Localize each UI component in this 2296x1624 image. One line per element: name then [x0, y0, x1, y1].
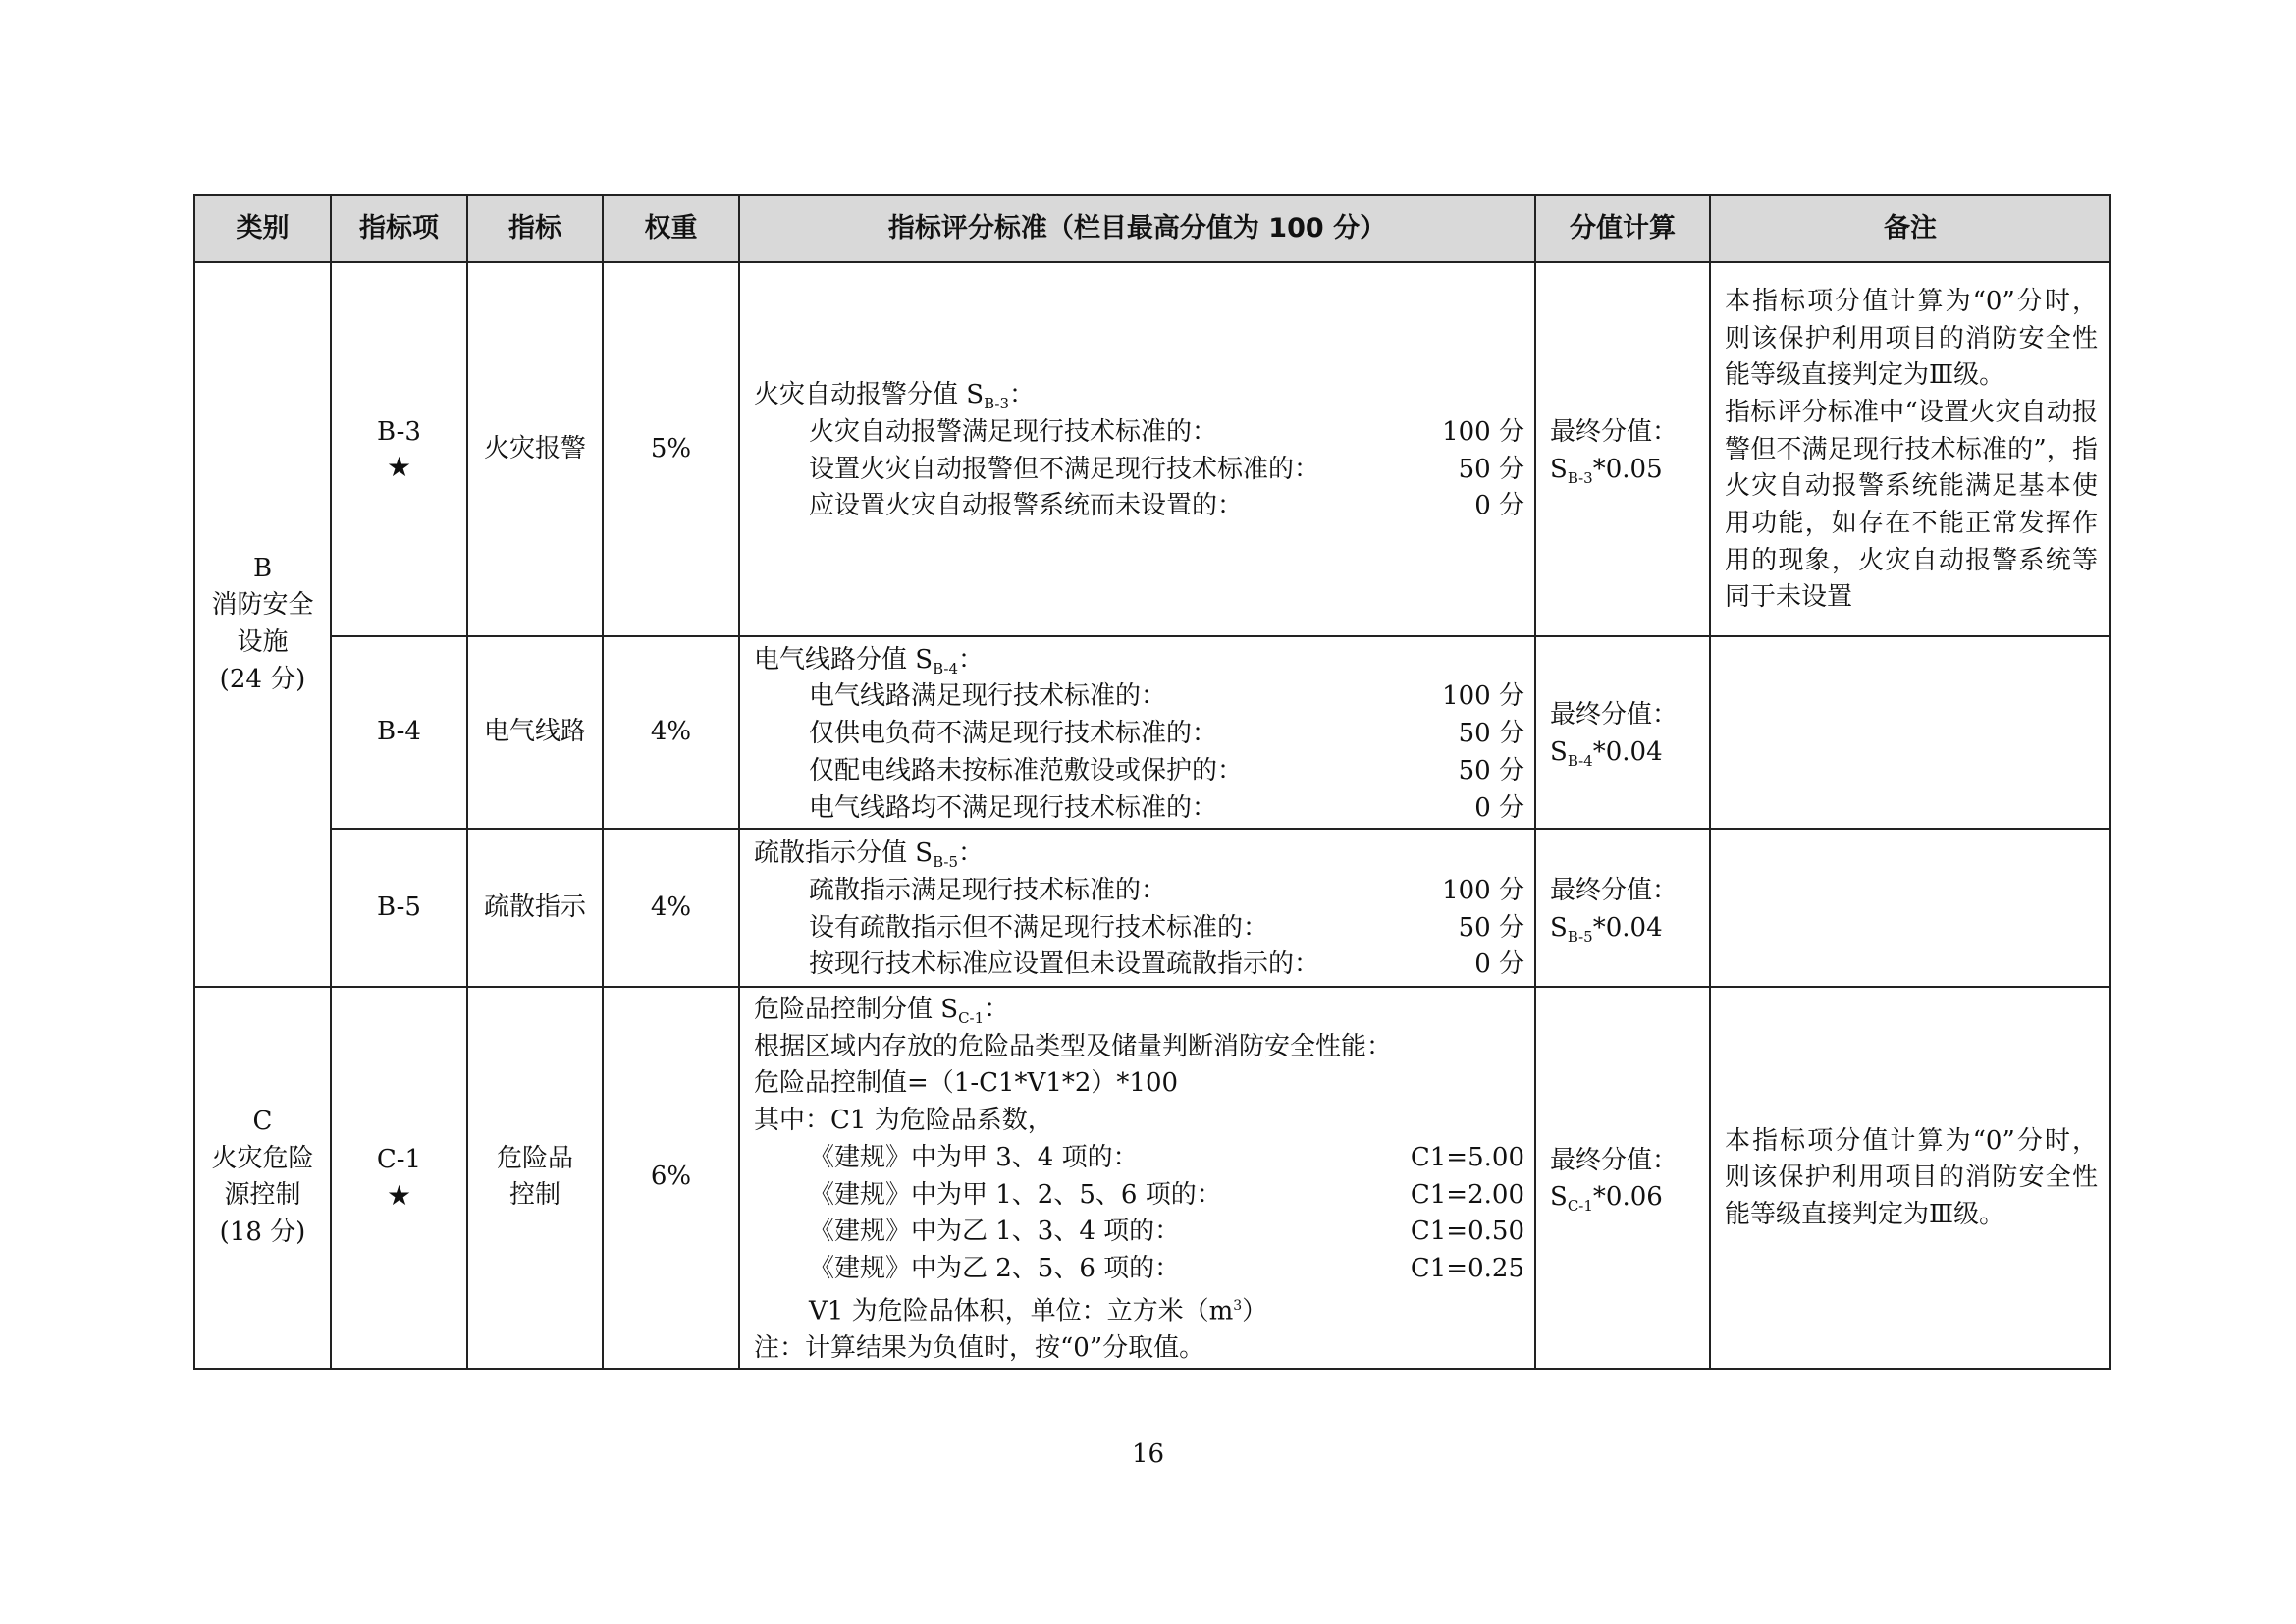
table-row-b4	[194, 636, 2110, 829]
coefficient-line: 《建规》中为甲 3、4 项的： C1=5.00	[809, 1142, 1524, 1172]
indicator-cell: 疏散指示	[467, 829, 603, 987]
criteria-line: 按现行技术标准应设置但未设置疏散指示的： 0 分	[809, 949, 1524, 980]
indicator-cell: 火灾报警	[467, 262, 603, 636]
star-icon: ★	[386, 451, 412, 484]
remark-cell	[1710, 987, 2110, 1369]
category-name: 源控制	[224, 1180, 301, 1211]
item-cell: B-5	[331, 829, 467, 987]
criteria-title: 电气线路分值 $S_{B-4}$：	[754, 644, 985, 677]
category-points: (24 分)	[219, 664, 306, 694]
remark-text: 本指标项分值计算为“0”分时，则该保护利用项目的消防安全性能等级直接判定为Ⅲ级。	[1725, 286, 2098, 391]
criteria-text: 根据区域内存放的危险品类型及储量判断消防安全性能：	[754, 1031, 1393, 1061]
criteria-text: 其中：C1 为危险品系数，	[754, 1106, 1053, 1136]
item-cell	[331, 987, 467, 1369]
remark-text: 指标评分标准中“设置火灾自动报警但不满足现行技术标准的”，指火灾自动报警系统能满足基本使用功能，如存在不能正常发挥作用的现象，火灾自动报警系统等同于未设置	[1725, 397, 2098, 613]
star-icon: ★	[386, 1179, 412, 1213]
criteria-line: 电气线路满足现行技术标准的： 100 分	[809, 681, 1524, 712]
weight-cell: 5%	[603, 262, 739, 636]
final-score-formula: $S_{B-5}*0.04$	[1550, 912, 1663, 946]
criteria-cell	[739, 829, 1535, 987]
table-row-c1	[194, 987, 2110, 1369]
header-category: 类别	[194, 195, 331, 262]
item-cell: B-4	[331, 636, 467, 829]
remark-cell	[1710, 636, 2110, 829]
indicator-cell: 危险品 控制	[467, 987, 603, 1369]
header-remark: 备注	[1710, 195, 2110, 262]
criteria-cell	[739, 262, 1535, 636]
criteria-line: 设有疏散指示但不满足现行技术标准的： 50 分	[809, 912, 1524, 943]
criteria-cell	[739, 987, 1535, 1369]
table-row-b3	[194, 262, 2110, 636]
final-score-cell	[1535, 636, 1710, 829]
coefficient-line: 《建规》中为甲 1、2、5、6 项的： C1=2.00	[809, 1179, 1524, 1210]
indicator-cell: 电气线路	[467, 636, 603, 829]
criteria-formula: 危险品控制值=（1-C1*V1*2）*100	[754, 1068, 1179, 1099]
item-code: B-3	[377, 416, 421, 447]
remark-text: 本指标项分值计算为“0”分时，则该保护利用项目的消防安全性能等级直接判定为Ⅲ级。	[1725, 1125, 2098, 1230]
header-row	[194, 195, 2110, 262]
header-indicator: 指标	[467, 195, 603, 262]
category-cell-c	[194, 987, 331, 1369]
final-score-label: 最终分值：	[1550, 416, 1679, 447]
criteria-line: 火灾自动报警满足现行技术标准的： 100 分	[809, 416, 1524, 447]
header-criteria: 指标评分标准（栏目最高分值为 100 分）	[739, 195, 1535, 262]
header-weight: 权重	[603, 195, 739, 262]
final-score-cell	[1535, 262, 1710, 636]
header-score-calc: 分值计算	[1535, 195, 1710, 262]
final-score-formula: $S_{C-1}*0.06$	[1550, 1182, 1663, 1216]
criteria-line: 设置火灾自动报警但不满足现行技术标准的： 50 分	[809, 454, 1524, 484]
criteria-line: 仅配电线路未按标准范敷设或保护的： 50 分	[809, 755, 1524, 785]
item-cell	[331, 262, 467, 636]
volume-line: V1 为危险品体积，单位：立方米$(m^3)$	[809, 1296, 1268, 1326]
item-code: C-1	[376, 1145, 422, 1175]
coefficient-line: 《建规》中为乙 1、3、4 项的： C1=0.50	[809, 1217, 1524, 1247]
category-name: 设施	[237, 627, 289, 657]
page-number: 16	[1131, 1439, 1165, 1469]
weight-cell: 6%	[603, 987, 739, 1369]
final-score-cell	[1535, 987, 1710, 1369]
category-points: (18 分)	[219, 1218, 306, 1248]
remark-cell	[1710, 262, 2110, 636]
final-score-label: 最终分值：	[1550, 1145, 1679, 1175]
criteria-title: 火灾自动报警分值 $S_{B-3}$：	[754, 380, 1036, 413]
criteria-line: 仅供电负荷不满足现行技术标准的： 50 分	[809, 719, 1524, 749]
criteria-title: 危险品控制分值 $S_{C-1}$：	[754, 995, 1010, 1028]
category-name: 消防安全	[211, 590, 314, 621]
criteria-line: 电气线路均不满足现行技术标准的： 0 分	[809, 792, 1524, 823]
remark-cell	[1710, 829, 2110, 987]
criteria-line: 应设置火灾自动报警系统而未设置的： 0 分	[809, 491, 1524, 521]
weight-cell: 4%	[603, 829, 739, 987]
final-score-label: 最终分值：	[1550, 875, 1679, 905]
criteria-line: 疏散指示满足现行技术标准的： 100 分	[809, 875, 1524, 905]
final-score-formula: $S_{B-4}*0.04$	[1550, 737, 1663, 771]
header-item: 指标项	[331, 195, 467, 262]
category-code: B	[252, 553, 273, 583]
evaluation-table	[193, 194, 2111, 1370]
category-cell-b	[194, 262, 331, 987]
final-score-cell	[1535, 829, 1710, 987]
category-code: C	[252, 1106, 273, 1136]
category-name: 火灾危险	[211, 1143, 314, 1173]
coefficient-line: 《建规》中为乙 2、5、6 项的： C1=0.25	[809, 1253, 1524, 1283]
criteria-note: 注：计算结果为负值时，按“0”分取值。	[754, 1332, 1205, 1363]
criteria-cell	[739, 636, 1535, 829]
table-row-b5	[194, 829, 2110, 987]
final-score-formula: $S_{B-3}*0.05$	[1550, 454, 1663, 487]
criteria-title: 疏散指示分值 $S_{B-5}$：	[754, 839, 985, 872]
final-score-label: 最终分值：	[1550, 700, 1679, 731]
weight-cell: 4%	[603, 636, 739, 829]
